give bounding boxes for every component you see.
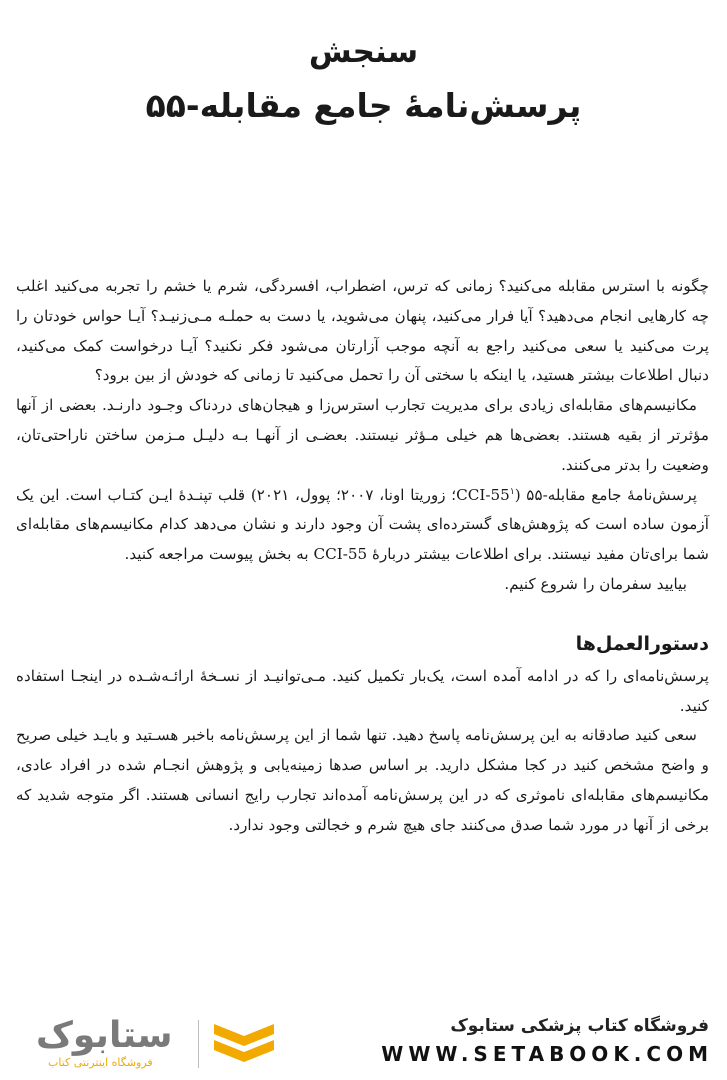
paragraph-journey: بیایید سفرمان را شروع کنیم. [504, 574, 687, 593]
footer-banner [0, 998, 727, 1080]
setabook-logo-tagline: فروشگاه اینترنتی کتاب [48, 1056, 153, 1069]
store-name: فروشگاه کتاب پزشکی ستابوک [450, 1016, 709, 1036]
section-title: سنجش [308, 34, 419, 70]
paragraph-cci-start: پرسش‌نامۀ جامع مقابله-۵۵ (CCI-55 [456, 485, 697, 504]
paragraph-intro: چگونه با استرس مقابله می‌کنید؟ زمانی که ترس، اضطراب، افسردگی، شرم یا خشم را تجربه می‌کنید اغلب چه کارهایی انجام می‌دهید؟ آیا فرار می‌کنید، پنهان می‌شوید، یا دست به حملـه مـی‌زنیـد؟ آیـا حواس خودتان را پرت می‌کنید یا سعی می‌کنید راجع به آنچه موجب آزارتان می‌شود فکر نکنید؟ آیـا درخواست کمک می‌کنید، دنبال اطلاعات بیشتر هستید، یا اینکه با سختی آن را تحمل می‌کنید تا زمانی که خودش از بین برود؟ [16, 277, 709, 385]
paragraph-cci-end: ؛ زوریتا اونا، ۲۰۰۷؛ پوول، ۲۰۲۱) قلب تپنـدۀ ایـن کتـاب است. این یک آزمون ساده است که پژوهش‌های گسترده‌ای پشت آن وجود دارند و نشان می‌دهد کدام مکانیسم‌های مقابله‌ای شما برای‌تان مفید نیستند. برای اطلاعات بیشتر دربارۀ CCI-55 به بخش پیوست مراجعه کنید. [16, 485, 709, 564]
paragraph-complete: پرسش‌نامه‌ای را که در ادامه آمده است، یک‌بار تکمیل کنید. مـی‌توانیـد از نسـخۀ ارائـه‌شـده در اینجـا استفاده کنید. [16, 666, 709, 715]
footnote-marker[interactable]: ۱ [509, 486, 515, 497]
paragraph-honesty: سعی کنید صادقانه به این پرسش‌نامه پاسخ دهید. تنها شما از این پرسش‌نامه باخبر هسـتید و بایـد خیلی صریح و واضح مشخص کنید در کجا مشکل دارید. بر اساس صدها زمینه‌یابی و پژوهش انجـام شده در افراد عادی، مکانیسم‌های مقابله‌ای ناموثری که در این پرسش‌نامه آمده‌اند تجارب رایج انسانی هستند. اگر متوجه شدید که برخی از آنها در مورد شما صدق می‌کنند جای هیچ شرم و خجالتی وجود ندارد. [16, 726, 709, 834]
setabook-logo-text[interactable]: ستابوک [36, 1015, 173, 1056]
instructions-heading: دستورالعمل‌ها [575, 632, 709, 655]
page-title: پرسش‌نامۀ جامع مقابله-۵۵ [145, 86, 582, 125]
bottom-fade [0, 930, 727, 1002]
book-chevron-icon [212, 1022, 276, 1068]
logo-divider [198, 1020, 199, 1068]
paragraph-mechanisms: مکانیسم‌های مقابله‌ای زیادی برای مدیریت تجارب استرس‌زا و هیجان‌های دردناک وجـود دارنـد. بعضی از آنها مؤثرتر از بقیه هستند. بعضی‌ها هم خیلی مـؤثر نیستند. بعضـی از آنهـا بـه دلیـل مـزمن ساختن ناراحتی‌تان، وضعیت را بدتر می‌کنند. [16, 396, 709, 474]
title-block [0, 34, 727, 126]
paragraph-cci [16, 481, 709, 570]
store-url-link[interactable]: WWW.SETABOOK.COM [381, 1042, 713, 1066]
body-text [16, 272, 709, 841]
